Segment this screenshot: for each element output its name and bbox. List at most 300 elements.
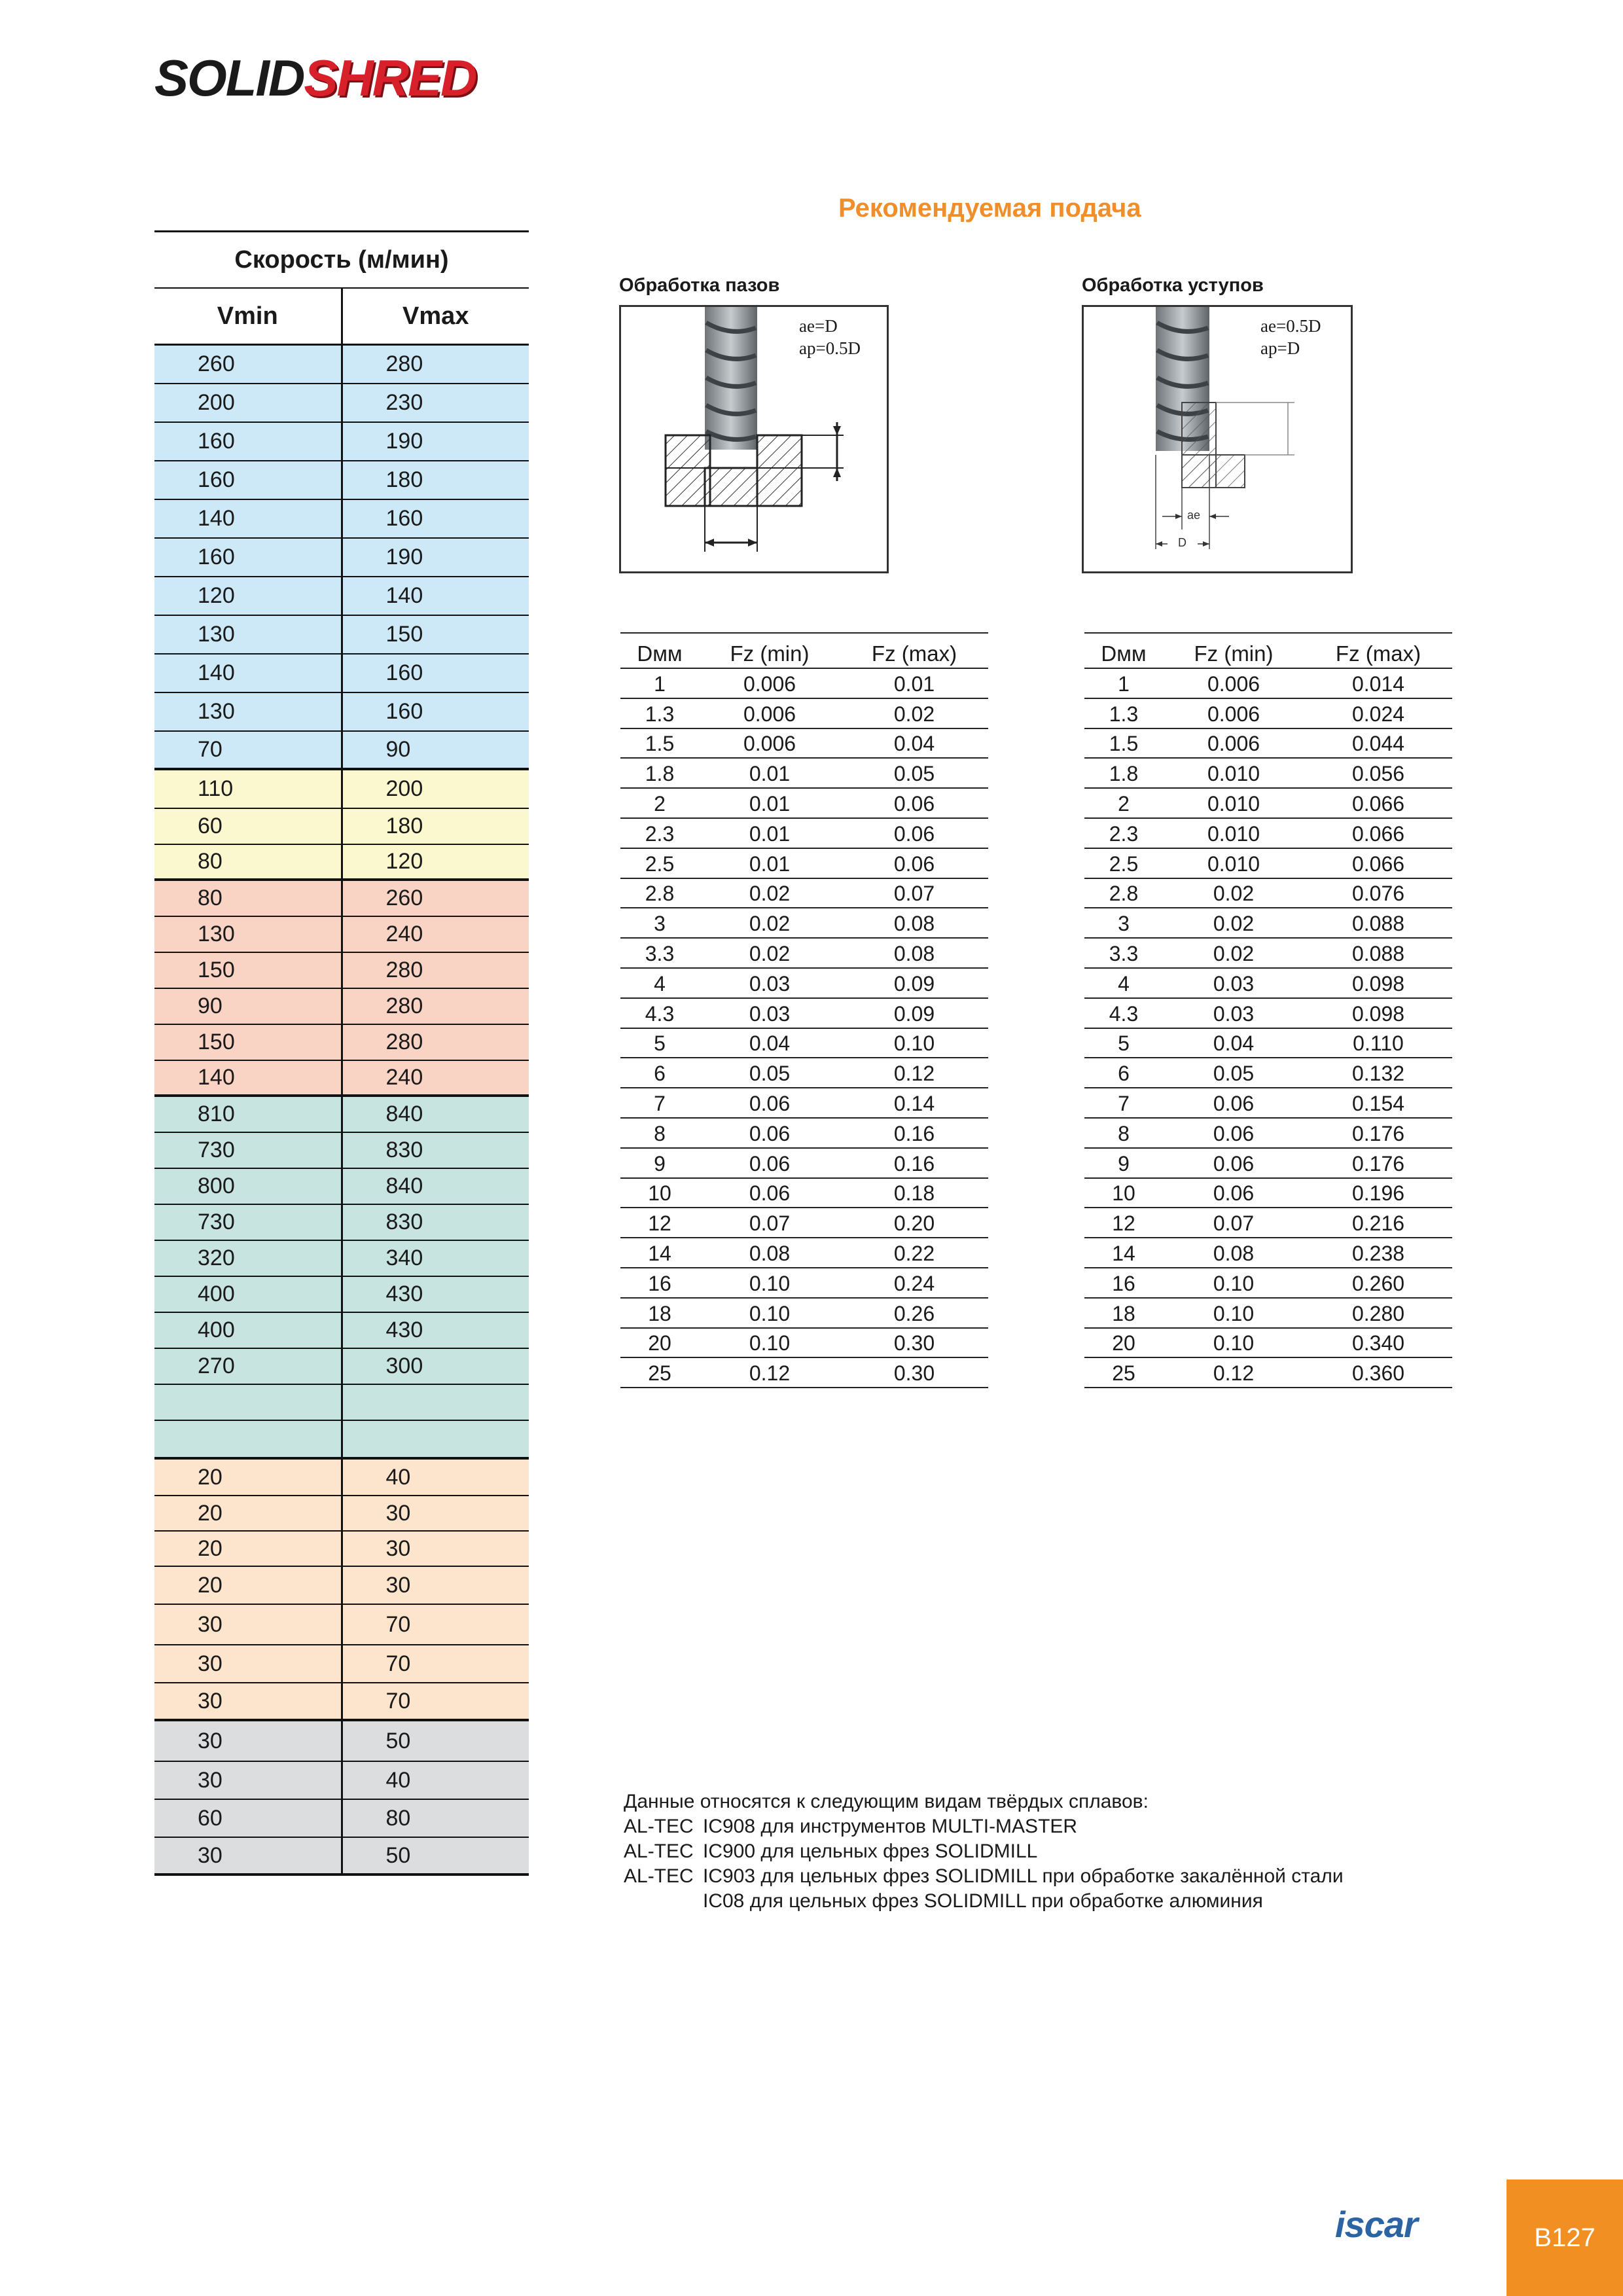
speed-table-header [154,289,529,346]
feed-row [1084,1029,1452,1059]
col-fz-min-header: Fz (min) [730,641,810,666]
notes-text: IC908 для инструментов MULTI-MASTER [703,1816,1078,1837]
shoulder-params [1260,315,1321,359]
diameter-cell: 4.3 [645,1001,675,1026]
diameter-cell: 12 [1112,1211,1135,1236]
fz-max-cell: 0.09 [893,1001,935,1026]
speed-row [154,1496,529,1532]
fz-min-cell: 0.006 [1207,672,1260,696]
speed-row [154,1313,529,1349]
vmin-cell [154,1385,343,1420]
feed-row [1084,789,1452,819]
vmax-cell: 180 [385,814,423,838]
feed-row [1084,669,1452,699]
notes-text: IC08 для цельных фрез SOLIDMILL при обработке алюминия [703,1890,1263,1912]
speed-row [154,1097,529,1133]
vmax-cell: 430 [385,1282,423,1306]
fz-min-cell: 0.01 [749,852,791,876]
speed-row [154,732,529,770]
vmax-cell: 70 [385,1688,411,1713]
fz-max-cell: 0.26 [893,1301,935,1325]
speed-row [154,461,529,500]
diameter-cell: 1.5 [1109,732,1139,756]
diameter-cell: 7 [1118,1091,1130,1115]
fz-max-cell: 0.01 [893,672,935,696]
diameter-cell: 5 [654,1031,666,1056]
notes-prefix: AL-TEC [624,1840,694,1862]
fz-max-cell: 0.16 [893,1151,935,1175]
vmin-cell: 130 [154,917,343,952]
feed-row [1084,699,1452,729]
vmax-cell: 190 [385,545,423,569]
diameter-cell: 20 [1112,1331,1135,1355]
fz-min-cell: 0.01 [749,791,791,816]
fz-min-cell: 0.06 [749,1091,791,1115]
fz-min-cell: 0.01 [749,762,791,786]
vmin-cell: 20 [154,1460,343,1495]
diameter-cell: 2.5 [1109,852,1139,876]
fz-max-cell: 0.14 [893,1091,935,1115]
vmin-cell: 400 [154,1277,343,1312]
logo-text-solid: SOLID [154,49,304,107]
vmin-cell: 160 [154,423,343,460]
shoulder-dim-ae: ae [1187,509,1201,522]
slot-title: Обработка пазов [619,275,780,296]
slot-feed-header [620,632,988,669]
fz-max-cell: 0.340 [1351,1331,1405,1355]
vmin-header: Vmin [154,289,343,344]
fz-max-cell: 0.176 [1351,1151,1405,1175]
diameter-cell: 12 [648,1211,671,1236]
feed-row [620,729,988,759]
speed-row [154,1460,529,1496]
fz-max-cell: 0.20 [893,1211,935,1236]
diameter-cell: 6 [1118,1062,1130,1086]
notes-prefix: AL-TEC [624,1865,694,1887]
shoulder-param-ae: ae=0.5D [1260,316,1321,336]
recommended-feed-heading: Рекомендуемая подача [838,194,1141,223]
vmin-cell: 70 [154,732,343,768]
speed-row [154,1169,529,1205]
fz-max-cell: 0.18 [893,1181,935,1206]
fz-max-cell: 0.06 [893,852,935,876]
vmin-cell: 730 [154,1205,343,1240]
shoulder-title: Обработка уступов [1082,275,1264,296]
fz-max-cell: 0.014 [1351,672,1405,696]
diameter-cell: 16 [1112,1271,1135,1295]
vmax-cell [343,1385,529,1420]
vmax-cell: 40 [385,1464,411,1490]
shoulder-feed-header [1084,632,1452,669]
logo-text-shred: SHRED [304,49,476,107]
feed-row [1084,1149,1452,1179]
fz-min-cell: 0.010 [1207,762,1260,786]
fz-max-cell: 0.12 [893,1062,935,1086]
fz-max-cell: 0.10 [893,1031,935,1056]
feed-row [1084,1329,1452,1359]
fz-max-cell: 0.16 [893,1121,935,1145]
vmin-cell: 30 [154,1645,343,1682]
fz-min-cell: 0.03 [749,971,791,996]
fz-max-cell: 0.30 [893,1331,935,1355]
fz-max-cell: 0.154 [1351,1091,1405,1115]
diameter-cell: 10 [1112,1181,1135,1206]
vmax-cell: 30 [385,1572,411,1598]
vmin-cell: 130 [154,693,343,730]
feed-row [1084,1268,1452,1299]
fz-max-cell: 0.09 [893,971,935,996]
speed-row [154,384,529,423]
speed-row [154,770,529,809]
diameter-cell: 2 [1118,791,1130,816]
vmin-cell: 90 [154,989,343,1024]
feed-row [1084,1299,1452,1329]
feed-row [620,1088,988,1119]
feed-row [620,759,988,789]
speed-row [154,1385,529,1421]
fz-max-cell: 0.132 [1351,1062,1405,1086]
fz-min-cell: 0.02 [1213,882,1255,906]
feed-row [1084,729,1452,759]
vmin-cell: 150 [154,1025,343,1060]
fz-min-cell: 0.12 [749,1361,791,1386]
iscar-logo: iscar [1335,2204,1418,2245]
feed-row [1084,1358,1452,1388]
speed-row [154,1061,529,1097]
diameter-cell: 18 [648,1301,671,1325]
vmax-cell: 70 [385,1651,411,1676]
vmax-cell: 230 [385,390,423,415]
speed-row [154,1721,529,1762]
vmax-cell: 90 [385,737,411,762]
fz-min-cell: 0.03 [1213,971,1255,996]
vmax-cell: 280 [385,351,423,376]
vmin-cell: 60 [154,1800,343,1837]
feed-row [1084,879,1452,909]
feed-row [620,1179,988,1209]
vmax-cell: 830 [385,1210,423,1234]
vmax-cell: 190 [385,429,423,454]
vmax-cell: 40 [385,1767,411,1793]
speed-row [154,809,529,845]
slot-diagram [619,305,889,573]
fz-min-cell: 0.04 [749,1031,791,1056]
diameter-cell: 2.8 [645,882,675,906]
fz-min-cell: 0.006 [1207,702,1260,726]
diameter-cell: 1 [654,672,666,696]
fz-max-cell: 0.066 [1351,791,1405,816]
diameter-cell: 8 [654,1121,666,1145]
fz-min-cell: 0.04 [1213,1031,1255,1056]
col-fz-min-header: Fz (min) [1194,641,1274,666]
slot-feed-table [620,632,988,1388]
diameter-cell: 3 [1118,912,1130,936]
feed-row [1084,1238,1452,1268]
fz-min-cell: 0.02 [749,882,791,906]
vmax-cell: 160 [385,506,423,531]
vmax-cell: 180 [385,467,423,492]
fz-max-cell: 0.24 [893,1271,935,1295]
diameter-cell: 4.3 [1109,1001,1139,1026]
vmax-cell: 160 [385,699,423,724]
speed-row [154,500,529,539]
vmax-cell: 260 [385,886,423,910]
speed-row [154,346,529,384]
diameter-cell: 1.3 [1109,702,1139,726]
speed-row [154,1567,529,1605]
diameter-cell: 1.8 [645,762,675,786]
feed-row [1084,999,1452,1029]
speed-row [154,1421,529,1460]
speed-row [154,1645,529,1683]
fz-min-cell: 0.01 [749,821,791,846]
feed-row [620,908,988,939]
speed-row [154,989,529,1025]
fz-min-cell: 0.06 [749,1181,791,1206]
feed-row [1084,819,1452,849]
speed-row [154,1277,529,1313]
fz-max-cell: 0.06 [893,791,935,816]
notes-text: IC903 для цельных фрез SOLIDMILL при обработке закалённой стали [703,1865,1344,1887]
fz-min-cell: 0.05 [749,1062,791,1086]
shoulder-dim-d: D [1178,536,1186,549]
feed-row [620,1058,988,1088]
col-fz-max-header: Fz (max) [1335,641,1421,666]
fz-max-cell: 0.30 [893,1361,935,1386]
fz-min-cell: 0.02 [1213,941,1255,965]
notes-line [624,1814,1344,1839]
vmin-cell: 260 [154,346,343,383]
speed-row [154,539,529,577]
vmin-cell: 150 [154,953,343,988]
fz-max-cell: 0.260 [1351,1271,1405,1295]
fz-min-cell: 0.006 [1207,732,1260,756]
slot-feed-body [620,669,988,1388]
feed-row [620,819,988,849]
fz-max-cell: 0.02 [893,702,935,726]
vmax-cell: 300 [385,1354,423,1378]
notes-intro: Данные относятся к следующим видам твёрдых сплавов: [624,1791,1149,1812]
feed-row [620,969,988,999]
page-number: B127 [1507,2179,1623,2296]
vmax-cell: 140 [385,583,423,608]
fz-max-cell: 0.05 [893,762,935,786]
speed-row [154,1241,529,1277]
vmin-cell: 400 [154,1313,343,1348]
fz-max-cell: 0.216 [1351,1211,1405,1236]
fz-min-cell: 0.10 [749,1301,791,1325]
fz-min-cell: 0.02 [1213,912,1255,936]
vmin-cell: 30 [154,1605,343,1644]
diameter-cell: 8 [1118,1121,1130,1145]
vmax-cell: 30 [385,1535,411,1561]
notes-line [624,1839,1344,1864]
diameter-cell: 9 [1118,1151,1130,1175]
col-diameter-header: Dмм [637,641,683,666]
feed-row [620,1208,988,1238]
fz-min-cell: 0.03 [749,1001,791,1026]
vmax-cell: 80 [385,1805,411,1831]
speed-row [154,1762,529,1800]
feed-row [620,789,988,819]
fz-max-cell: 0.196 [1351,1181,1405,1206]
fz-min-cell: 0.006 [743,732,796,756]
speed-table-body [154,346,529,1876]
diameter-cell: 14 [648,1241,671,1265]
diameter-cell: 2.3 [645,821,675,846]
speed-row [154,655,529,693]
shoulder-feed-body [1084,669,1452,1388]
fz-max-cell: 0.088 [1351,912,1405,936]
feed-row [1084,1179,1452,1209]
slot-param-ap: ap=0.5D [799,338,861,358]
fz-max-cell: 0.076 [1351,882,1405,906]
vmin-cell: 60 [154,809,343,844]
feed-row [1084,939,1452,969]
fz-min-cell: 0.12 [1213,1361,1255,1386]
fz-max-cell: 0.098 [1351,1001,1405,1026]
speed-row [154,917,529,953]
diameter-cell: 3.3 [645,941,675,965]
fz-max-cell: 0.07 [893,882,935,906]
fz-max-cell: 0.22 [893,1241,935,1265]
fz-max-cell: 0.176 [1351,1121,1405,1145]
feed-row [620,879,988,909]
shoulder-diagram [1082,305,1353,573]
vmin-cell: 810 [154,1097,343,1132]
slot-params [799,315,861,359]
speed-table [154,230,529,1876]
shoulder-param-ap: ap=D [1260,338,1300,358]
fz-min-cell: 0.06 [1213,1121,1255,1145]
vmin-cell: 120 [154,577,343,615]
vmax-cell: 50 [385,1842,411,1868]
fz-max-cell: 0.056 [1351,762,1405,786]
speed-row [154,1025,529,1061]
vmin-cell: 30 [154,1683,343,1719]
fz-max-cell: 0.08 [893,912,935,936]
feed-row [620,669,988,699]
fz-max-cell: 0.360 [1351,1361,1405,1386]
speed-table-title: Скорость (м/мин) [154,230,529,289]
diameter-cell: 2.5 [645,852,675,876]
diameter-cell: 10 [648,1181,671,1206]
speed-row [154,693,529,732]
speed-row [154,1349,529,1385]
vmin-cell: 20 [154,1532,343,1566]
fz-min-cell: 0.10 [1213,1271,1255,1295]
vmin-cell: 730 [154,1133,343,1168]
vmin-cell: 30 [154,1762,343,1799]
fz-max-cell: 0.280 [1351,1301,1405,1325]
vmax-header: Vmax [402,302,469,330]
col-diameter-header: Dмм [1101,641,1147,666]
vmin-cell: 130 [154,616,343,653]
fz-min-cell: 0.06 [749,1121,791,1145]
vmin-cell: 140 [154,1061,343,1094]
vmin-cell [154,1421,343,1457]
vmax-cell: 280 [385,1030,423,1054]
fz-min-cell: 0.06 [1213,1181,1255,1206]
vmax-cell: 120 [385,849,423,874]
vmax-cell: 280 [385,958,423,982]
feed-row [620,1119,988,1149]
speed-row [154,616,529,655]
vmin-cell: 140 [154,655,343,692]
vmin-cell: 320 [154,1241,343,1276]
speed-row [154,953,529,989]
fz-max-cell: 0.066 [1351,852,1405,876]
feed-row [620,1299,988,1329]
vmax-cell: 50 [385,1728,411,1753]
grade-notes [624,1789,1344,1914]
fz-max-cell: 0.08 [893,941,935,965]
fz-min-cell: 0.10 [1213,1301,1255,1325]
diameter-cell: 2.8 [1109,882,1139,906]
vmin-cell: 160 [154,539,343,576]
fz-min-cell: 0.006 [743,672,796,696]
diameter-cell: 1 [1118,672,1130,696]
notes-lines [624,1814,1344,1914]
notes-line [624,1889,1344,1914]
fz-min-cell: 0.03 [1213,1001,1255,1026]
feed-row [1084,1058,1452,1088]
speed-row [154,845,529,881]
fz-min-cell: 0.10 [749,1331,791,1355]
fz-min-cell: 0.02 [749,941,791,965]
notes-prefix: AL-TEC [624,1816,694,1837]
diameter-cell: 25 [1112,1361,1135,1386]
feed-row [620,1268,988,1299]
fz-min-cell: 0.06 [1213,1091,1255,1115]
feed-row [620,849,988,879]
speed-row [154,423,529,461]
fz-min-cell: 0.010 [1207,821,1260,846]
feed-row [1084,1119,1452,1149]
notes-prefix [624,1889,703,1914]
diameter-cell: 25 [648,1361,671,1386]
fz-max-cell: 0.024 [1351,702,1405,726]
fz-max-cell: 0.110 [1353,1031,1404,1056]
fz-min-cell: 0.010 [1207,852,1260,876]
vmax-cell: 340 [385,1246,423,1270]
diameter-cell: 6 [654,1062,666,1086]
vmax-cell: 840 [385,1102,423,1126]
diameter-cell: 4 [654,971,666,996]
fz-min-cell: 0.06 [1213,1151,1255,1175]
fz-min-cell: 0.05 [1213,1062,1255,1086]
fz-min-cell: 0.08 [1213,1241,1255,1265]
speed-row [154,1683,529,1721]
vmax-cell: 430 [385,1318,423,1342]
fz-max-cell: 0.088 [1351,941,1405,965]
feed-row [1084,908,1452,939]
diameter-cell: 1.5 [645,732,675,756]
slot-param-ae: ae=D [799,316,838,336]
vmax-cell: 200 [385,776,423,801]
vmin-cell: 140 [154,500,343,537]
feed-row [620,699,988,729]
feed-row [620,1029,988,1059]
fz-min-cell: 0.10 [749,1271,791,1295]
feed-row [620,1329,988,1359]
fz-max-cell: 0.04 [893,732,935,756]
notes-text: IC900 для цельных фрез SOLIDMILL [703,1840,1038,1862]
diameter-cell: 2 [654,791,666,816]
diameter-cell: 2.3 [1109,821,1139,846]
solidshred-logo [154,49,476,107]
vmax-cell: 160 [385,660,423,685]
